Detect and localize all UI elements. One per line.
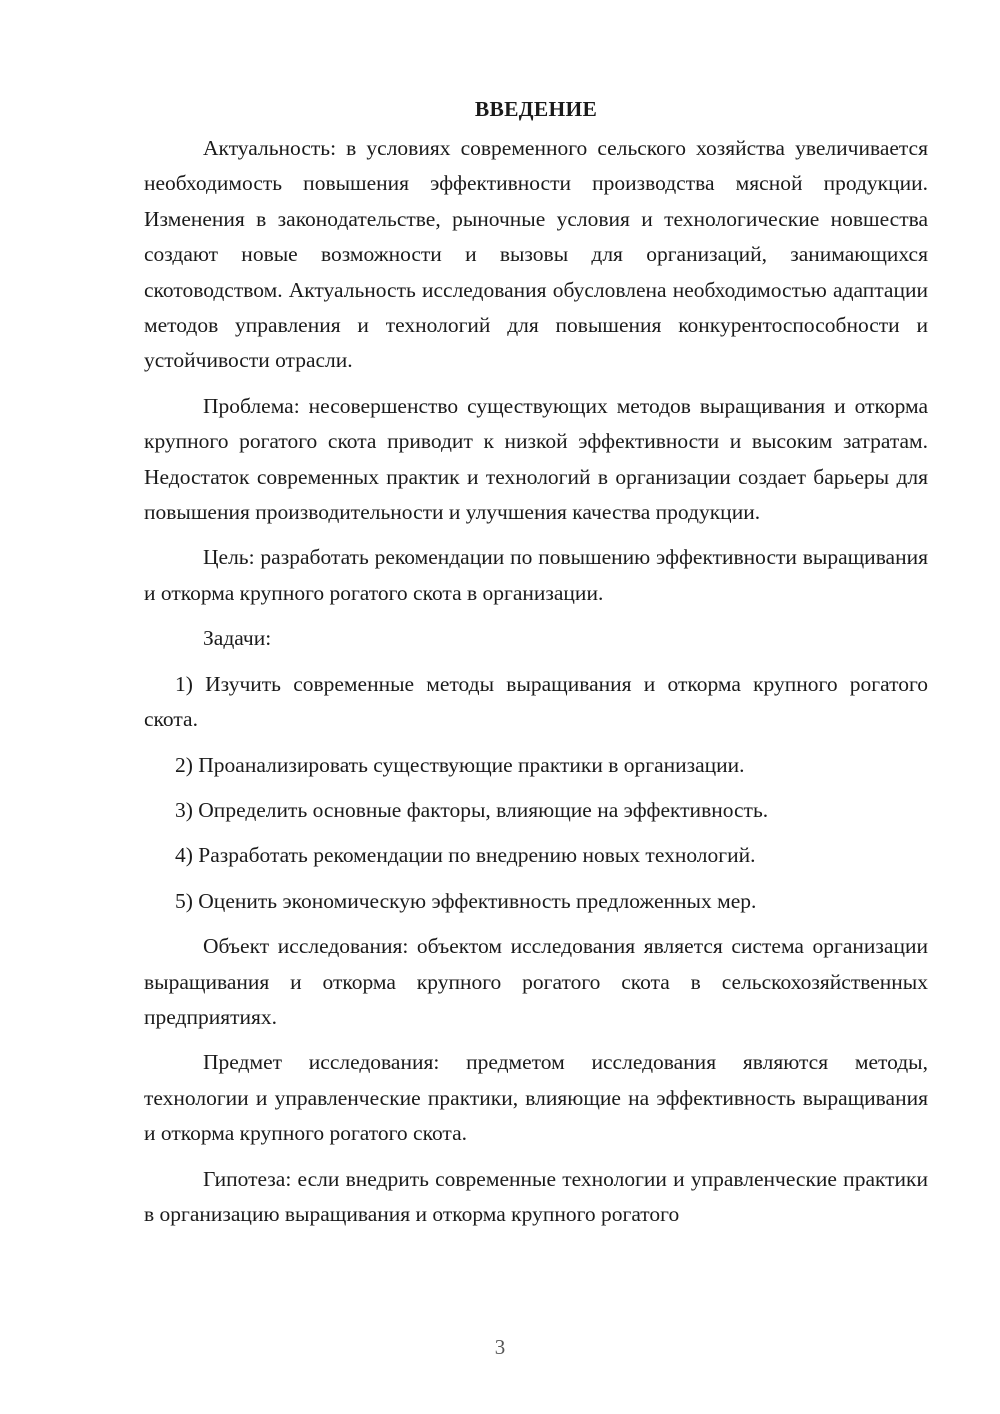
page-number: 3 bbox=[494, 1335, 506, 1359]
task-item-4: 4) Разработать рекомендации по внедрению новых технологий. bbox=[175, 843, 756, 868]
task-item-3: 3) Определить основные факторы, влияющие на эффективность. bbox=[175, 797, 769, 822]
page-title: ВВЕДЕНИЕ bbox=[474, 97, 598, 121]
paragraph-problem: Проблема: несовершенство существующих методов выращивания и откорма крупного рогатого скота приводит к низкой эффективности и высоким затратам. Недостаток современных практик и технологий в организации создает барьеры для повышения производительности и улучшения качества продукции. bbox=[144, 393, 928, 525]
paragraph-hypothesis: Гипотеза: если внедрить современные технологии и управленческие практики в организацию выращивания и откорма крупного рогатого bbox=[144, 1166, 928, 1226]
task-item-1: 1) Изучить современные методы выращивания и откорма крупного рогатого скота. bbox=[144, 671, 928, 732]
paragraph-object: Объект исследования: объектом исследования является система организации выращивания и откорма крупного рогатого скота в сельскохозяйственных предприятиях. bbox=[144, 934, 928, 1029]
task-item-5: 5) Оценить экономическую эффективность предложенных мер. bbox=[175, 888, 757, 913]
task-item-2: 2) Проанализировать существующие практики в организации. bbox=[175, 752, 745, 777]
document-page bbox=[144, 92, 928, 1242]
tasks-heading: Задачи: bbox=[203, 626, 272, 651]
paragraph-goal: Цель: разработать рекомендации по повышению эффективности выращивания и откорма крупного рогатого скота в организации. bbox=[144, 545, 928, 605]
paragraph-relevance: Актуальность: в условиях современного сельского хозяйства увеличивается необходимость повышения эффективности производства мясной продукции. Изменения в законодательстве, рыночные условия и технологические новшества создают новые возможности и вызовы для организаций, занимающихся скотоводством. Актуальность исследования обусловлена необходимостью адаптации методов управления и технологий для повышения конкурентоспособности и устойчивости отрасли. bbox=[144, 136, 928, 373]
paragraph-subject: Предмет исследования: предметом исследования являются методы, технологии и управленческие практики, влияющие на эффективность выращивания и откорма крупного рогатого скота. bbox=[144, 1050, 928, 1146]
